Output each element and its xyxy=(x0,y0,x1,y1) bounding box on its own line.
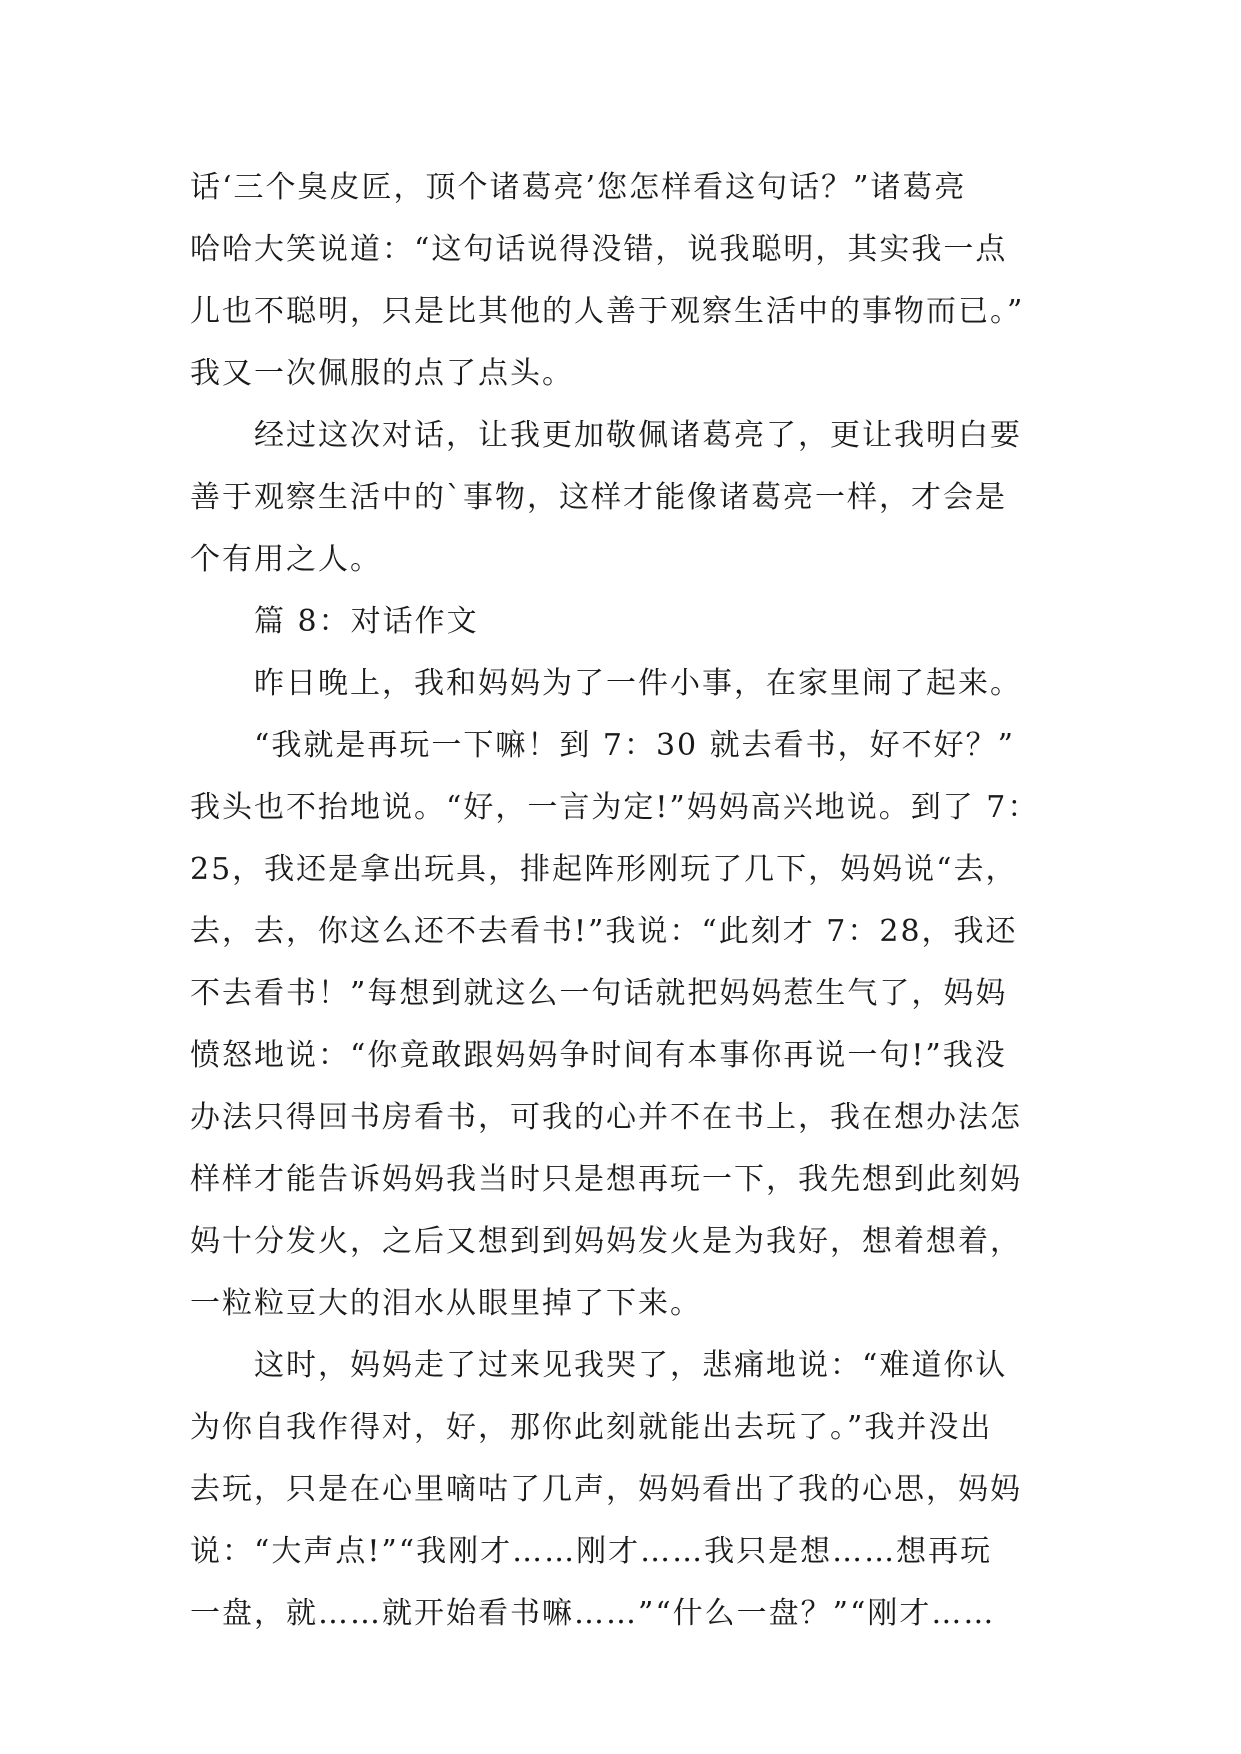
paragraph-start-line: 这时，妈妈走了过来见我哭了，悲痛地说：“难道你认 xyxy=(254,1348,1008,1383)
text-line: 妈十分发火，之后又想到到妈妈发火是为我好，想着想着， xyxy=(190,1224,1022,1259)
text-line: 办法只得回书房看书，可我的心并不在书上，我在想办法怎 xyxy=(190,1100,1022,1135)
paragraph-start-line: 昨日晚上，我和妈妈为了一件小事，在家里闹了起来。 xyxy=(254,666,1022,701)
text-line: 一粒粒豆大的泪水从眼里掉了下来。 xyxy=(190,1286,702,1321)
text-line: 说：“大声点!”“我刚才……刚才……我只是想……想再玩 xyxy=(190,1534,993,1569)
text-line: 我头也不抬地说。“好，一言为定!”妈妈高兴地说。到了 7： xyxy=(190,790,1040,825)
text-line: 我又一次佩服的点了点头。 xyxy=(190,356,574,391)
paragraph-start-line: 经过这次对话，让我更加敬佩诸葛亮了，更让我明白要 xyxy=(254,418,1022,453)
text-line: 儿也不聪明，只是比其他的人善于观察生活中的事物而已。” xyxy=(190,294,1025,329)
text-line: 一盘，就……就开始看书嘛……”“什么一盘？”“刚才…… xyxy=(190,1596,996,1631)
text-line: 25，我还是拿出玩具，排起阵形刚玩了几下，妈妈说“去， xyxy=(190,852,1018,887)
text-line: 愤怒地说：“你竟敢跟妈妈争时间有本事你再说一句!”我没 xyxy=(190,1038,1007,1073)
text-line: 话‘三个臭皮匠，顶个诸葛亮’您怎样看这句话？”诸葛亮 xyxy=(190,170,967,205)
text-line: 样样才能告诉妈妈我当时只是想再玩一下，我先想到此刻妈 xyxy=(190,1162,1022,1197)
text-line: 不去看书！”每想到就这么一句话就把妈妈惹生气了，妈妈 xyxy=(190,976,1008,1011)
text-line: 去玩，只是在心里嘀咕了几声，妈妈看出了我的心思，妈妈 xyxy=(190,1472,1022,1507)
text-line: 去，去，你这么还不去看书!”我说：“此刻才 7：28，我还 xyxy=(190,914,1018,949)
paragraph-start-line: “我就是再玩一下嘛！到 7：30 就去看书，好不好？” xyxy=(254,728,1016,763)
text-line: 哈哈大笑说道：“这句话说得没错，说我聪明，其实我一点 xyxy=(190,232,1008,267)
text-line: 个有用之人。 xyxy=(190,542,382,577)
document-body xyxy=(190,157,1050,1645)
text-line: 善于观察生活中的`事物，这样才能像诸葛亮一样，才会是 xyxy=(190,480,1007,515)
section-heading: 篇 8：对话作文 xyxy=(254,604,479,639)
text-line: 为你自我作得对，好，那你此刻就能出去玩了。”我并没出 xyxy=(190,1410,993,1445)
